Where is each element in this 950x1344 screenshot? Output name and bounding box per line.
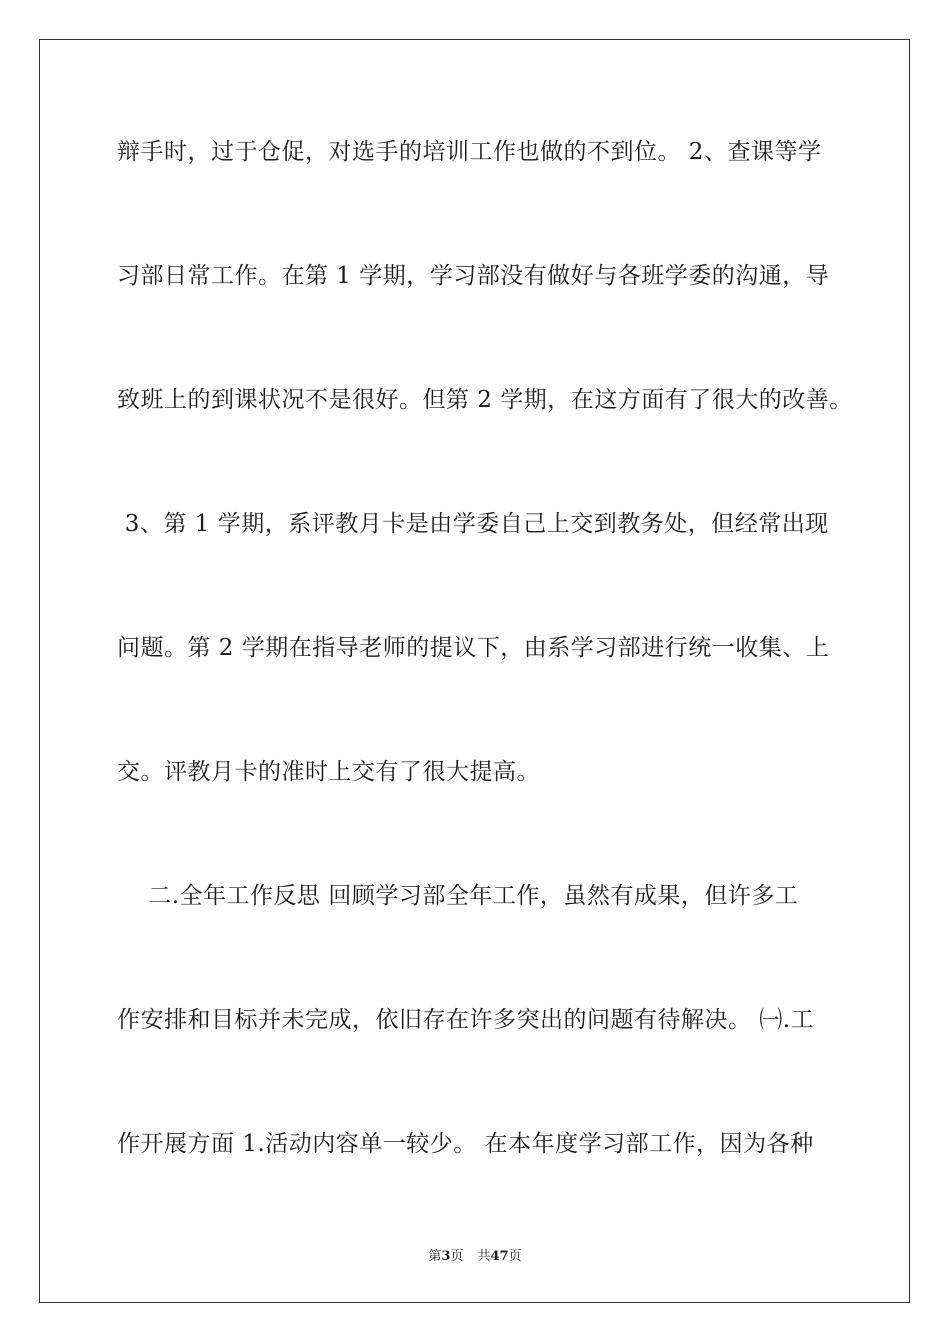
body-line-4: 3、第 1 学期，系评教月卡是由学委自己上交到教务处，但经常出现: [117, 511, 829, 537]
body-line-8: 作安排和目标并未完成，依旧存在许多突出的问题有待解决。 ㈠.工: [117, 1007, 815, 1033]
page-border: [39, 39, 910, 1303]
body-line-5: 问题。第 2 学期在指导老师的提议下，由系学习部进行统一收集、上: [117, 635, 830, 661]
body-line-7: 二.全年工作反思 回顾学习部全年工作，虽然有成果，但许多工: [117, 883, 799, 909]
footer-page-number: 3: [441, 1249, 451, 1264]
footer-page-suffix: 页: [450, 1249, 464, 1264]
footer-total-suffix: 页: [508, 1249, 522, 1264]
body-line-2: 习部日常工作。在第 1 学期，学习部没有做好与各班学委的沟通，导: [117, 263, 830, 289]
body-line-6: 交。评教月卡的准时上交有了很大提高。: [117, 759, 540, 785]
footer-total-prefix: 共: [477, 1249, 491, 1264]
body-line-3: 致班上的到课状况不是很好。但第 2 学期，在这方面有了很大的改善。: [117, 387, 853, 413]
body-line-9: 作开展方面 1.活动内容单一较少。 在本年度学习部工作，因为各种: [117, 1131, 814, 1157]
page-footer: [0, 1248, 950, 1266]
footer-page-prefix: 第: [428, 1249, 442, 1264]
body-line-1: 辩手时，过于仓促，对选手的培训工作也做的不到位。 2、查课等学: [117, 139, 822, 165]
footer-total-pages: 47: [490, 1249, 509, 1264]
